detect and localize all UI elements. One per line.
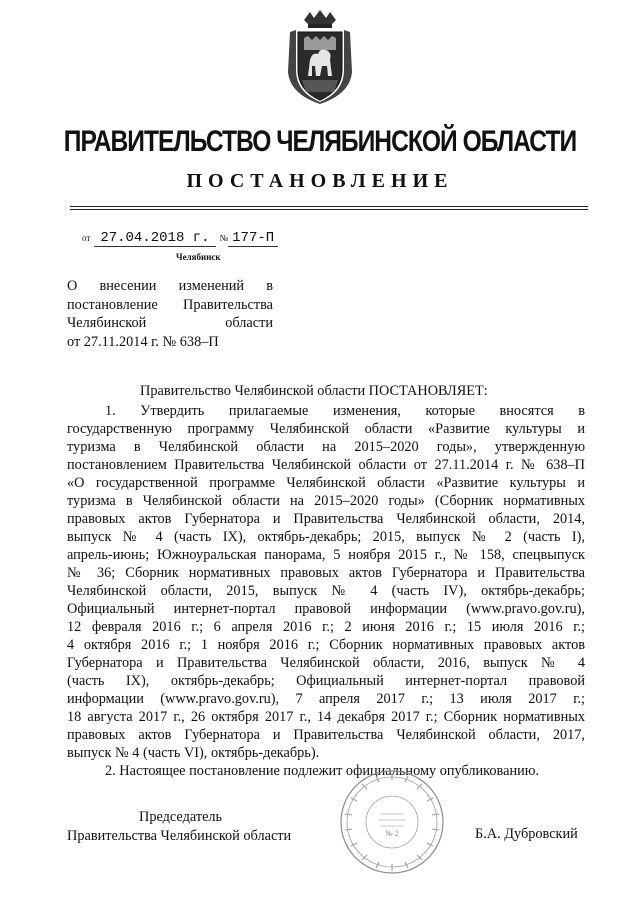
header-rule: [70, 206, 588, 207]
government-title: ПРАВИТЕЛЬСТВО ЧЕЛЯБИНСКОЙ ОБЛАСТИ: [63, 125, 577, 158]
body-line: Официальный интернет-портал правовой информации (www.pravo.gov.ru),: [67, 601, 585, 617]
resolution-heading: Правительство Челябинской области ПОСТАНОВЛЯЕТ:: [140, 383, 488, 399]
document-body: [67, 402, 585, 780]
body-line: 4 октября 2016 г.; 1 ноября 2016 г.; Сборник нормативных правовых актов: [67, 637, 585, 653]
body-line: 2. Настоящее постановление подлежит официальному опубликованию.: [105, 763, 540, 779]
document-meta: [82, 230, 278, 246]
subject-line: постановление Правительства: [67, 296, 273, 313]
body-line: № 36; Сборник нормативных правовых актов Губернатора и Правительства: [67, 565, 585, 581]
body-line: правовых актов Губернатора и Правительства Челябинской области, 2014,: [67, 511, 585, 527]
number-prefix: №: [219, 233, 229, 243]
body-line: Губернатора и Правительства Челябинской области, 2016, выпуск № 4: [67, 655, 585, 671]
body-line: выпуск № 4 (часть IX), октябрь-декабрь; 2015, выпуск № 2 (часть I),: [67, 529, 585, 545]
body-line: туризма в Челябинской области на 2015–2020 годы» (Сборник нормативных: [67, 493, 585, 509]
body-line: туризма в Челябинской области на 2015–2020 годы», утвержденную: [67, 439, 585, 455]
body-line: правовых актов Губернатора и Правительства Челябинской области, 2017,: [67, 727, 585, 743]
body-line: постановлением Правительства Челябинской области от 27.11.2014 г. № 638–П: [67, 457, 585, 473]
body-line: Челябинской области, 2015, выпуск № 4 (часть IV), октябрь-декабрь;: [67, 583, 585, 599]
subject-line: Челябинской области: [67, 315, 273, 331]
stamp-number: № 2: [385, 829, 399, 838]
signatory-title: [67, 808, 291, 845]
document-type-title: ПОСТАНОВЛЕНИЕ: [186, 170, 454, 192]
signatory-title-line: Председатель: [139, 809, 223, 825]
signatory-title-line: Правительства Челябинской области: [67, 827, 292, 844]
date-prefix: от: [82, 233, 91, 243]
body-line: 1. Утвердить прилагаемые изменения, которые вносятся в: [105, 403, 585, 419]
body-line: апрель-июнь; Южноуральская панорама, 5 ноября 2015 г., № 158, спецвыпуск: [67, 547, 585, 563]
body-line: государственную программу Челябинской области «Развитие культуры и: [67, 421, 585, 437]
subject-line: О внесении изменений в: [67, 278, 273, 294]
body-line: информации (www.pravo.gov.ru), 7 апреля 2017 г.; 13 июля 2017 г.;: [67, 691, 585, 707]
body-line: выпуск № 4 (часть VI), октябрь-декабрь).: [67, 745, 320, 761]
official-stamp: [338, 768, 446, 876]
document-city: Челябинск: [176, 252, 221, 262]
document-subject: [67, 277, 273, 351]
body-line: 18 августа 2017 г., 26 октября 2017 г., 14 декабря 2017 г.; Сборник нормативных: [67, 709, 585, 725]
document-number: 177-П: [228, 230, 278, 247]
body-line: (часть IX), октябрь-декабрь; Официальный интернет-портал правовой: [67, 673, 585, 689]
document-date: 27.04.2018 г.: [94, 230, 215, 247]
subject-line: от 27.11.2014 г. № 638–П: [67, 333, 219, 350]
signatory-name: Б.А. Дубровский: [475, 826, 578, 842]
header-rule-second: [70, 209, 588, 210]
coat-of-arms-emblem: [282, 10, 358, 104]
body-line: «О государственной программе Челябинской области «Развитие культуры и: [67, 475, 585, 491]
body-line: 12 февраля 2016 г.; 6 апреля 2016 г.; 2 июня 2016 г.; 15 июля 2016 г.;: [67, 619, 585, 635]
